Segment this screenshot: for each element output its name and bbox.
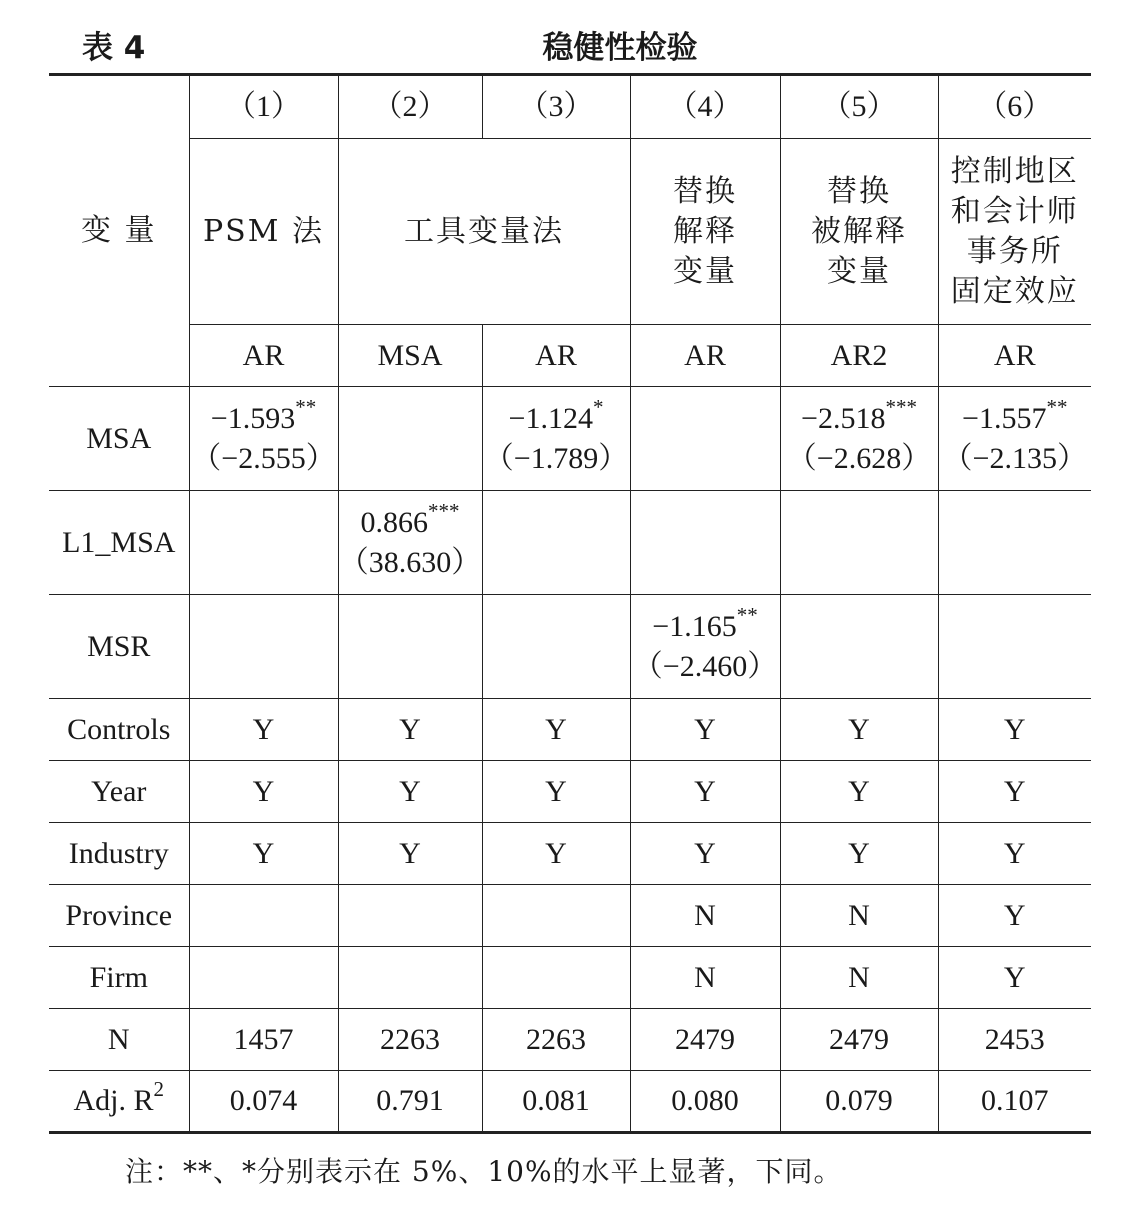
table-row	[49, 761, 1091, 823]
empty-cell	[338, 595, 482, 699]
variable-header: 变 量	[49, 75, 189, 387]
table-cell: Y	[482, 761, 630, 823]
row-label: Industry	[49, 823, 189, 885]
robustness-table	[49, 73, 1091, 1134]
table-cell	[482, 885, 630, 947]
table-cell: 0.080	[630, 1071, 780, 1133]
significance-stars: **	[1046, 394, 1068, 419]
table-cell: Y	[189, 699, 338, 761]
coef-cell	[938, 387, 1091, 491]
dependent-variable: AR	[938, 325, 1091, 387]
empty-cell	[482, 595, 630, 699]
table-cell: 1457	[189, 1009, 338, 1071]
row-label: Year	[49, 761, 189, 823]
table-cell: 2453	[938, 1009, 1091, 1071]
empty-cell	[338, 387, 482, 491]
table-row	[49, 491, 1091, 595]
table-cell: Y	[938, 699, 1091, 761]
table-cell: Y	[338, 699, 482, 761]
significance-stars: **	[295, 394, 317, 419]
coef-cell	[482, 387, 630, 491]
coefficient: −1.557	[962, 401, 1047, 435]
table-row	[49, 387, 1091, 491]
table-cell: 2479	[630, 1009, 780, 1071]
significance-stars: ***	[428, 498, 460, 523]
row-label: Adj. $R^2$	[49, 1071, 189, 1133]
significance-stars: *	[592, 394, 604, 419]
method-replace-dependent: 替换 被解释 变量	[780, 139, 938, 325]
row-label: Province	[49, 885, 189, 947]
coef-cell	[780, 387, 938, 491]
table-cell: N	[780, 947, 938, 1009]
table-cell: 2263	[482, 1009, 630, 1071]
method-replace-explanatory: 替换 解释 变量	[630, 139, 780, 325]
table-cell	[189, 947, 338, 1009]
table-cell: 2479	[780, 1009, 938, 1071]
col-number: （5）	[780, 75, 938, 139]
coef-cell	[630, 595, 780, 699]
table-cell	[189, 885, 338, 947]
coefficient: −1.593	[210, 401, 296, 435]
table-row	[49, 595, 1091, 699]
table-cell: Y	[630, 761, 780, 823]
significance-stars: ***	[885, 394, 917, 419]
table-row	[49, 947, 1091, 1009]
empty-cell	[780, 491, 938, 595]
table-cell: Y	[189, 823, 338, 885]
row-label: MSR	[49, 595, 189, 699]
table-cell: Y	[938, 761, 1091, 823]
t-statistic: （−1.789）	[483, 441, 629, 475]
significance-stars: **	[736, 602, 758, 627]
table-row	[49, 823, 1091, 885]
row-label: N	[49, 1009, 189, 1071]
col-number: （2）	[338, 75, 482, 139]
t-statistic: （−2.460）	[632, 649, 778, 683]
table-cell: 0.079	[780, 1071, 938, 1133]
empty-cell	[938, 595, 1091, 699]
table-cell: Y	[630, 699, 780, 761]
col-number: （3）	[482, 75, 630, 139]
dependent-variable: AR	[189, 325, 338, 387]
empty-cell	[189, 491, 338, 595]
dependent-variable: AR	[630, 325, 780, 387]
table-row	[49, 885, 1091, 947]
empty-cell	[630, 387, 780, 491]
coef-cell	[189, 387, 338, 491]
table-cell: N	[630, 947, 780, 1009]
method-fixed-effects: 控制地区 和会计师 事务所 固定效应	[938, 139, 1091, 325]
table-cell	[482, 947, 630, 1009]
coefficient: 0.866	[360, 505, 428, 539]
table-cell: 2263	[338, 1009, 482, 1071]
table-cell: N	[630, 885, 780, 947]
empty-cell	[189, 595, 338, 699]
table-cell: 0.074	[189, 1071, 338, 1133]
t-statistic: （−2.628）	[786, 441, 932, 475]
empty-cell	[780, 595, 938, 699]
table-cell: Y	[482, 823, 630, 885]
row-label: Controls	[49, 699, 189, 761]
table-cell: Y	[338, 823, 482, 885]
table-cell: Y	[938, 823, 1091, 885]
table-cell: 0.791	[338, 1071, 482, 1133]
col-number: （4）	[630, 75, 780, 139]
table-row	[49, 1071, 1091, 1133]
table-cell	[338, 947, 482, 1009]
col-number: （6）	[938, 75, 1091, 139]
dependent-variable: AR2	[780, 325, 938, 387]
table-cell: Y	[482, 699, 630, 761]
t-statistic: （−2.135）	[942, 441, 1087, 475]
empty-cell	[938, 491, 1091, 595]
table-cell: 0.107	[938, 1071, 1091, 1133]
table-cell: Y	[780, 761, 938, 823]
table-cell: Y	[630, 823, 780, 885]
row-label: Firm	[49, 947, 189, 1009]
method-iv: 工具变量法	[338, 139, 630, 325]
table-title: 稳健性检验	[542, 30, 698, 66]
table-cell: Y	[189, 761, 338, 823]
table-cell: Y	[938, 885, 1091, 947]
empty-cell	[482, 491, 630, 595]
table-row	[49, 699, 1091, 761]
table-cell: Y	[938, 947, 1091, 1009]
coefficient: −2.518	[801, 401, 886, 435]
table-row	[49, 1009, 1091, 1071]
table-cell: 0.081	[482, 1071, 630, 1133]
coefficient: −1.124	[508, 401, 593, 435]
table-note: 注：**、*分别表示在 5%、10%的水平上显著，下同。	[125, 1155, 843, 1188]
table-cell: Y	[780, 823, 938, 885]
table-cell: N	[780, 885, 938, 947]
dependent-variable: MSA	[338, 325, 482, 387]
table-label: 表 4	[82, 30, 146, 66]
col-number: （1）	[189, 75, 338, 139]
t-statistic: （38.630）	[338, 545, 482, 579]
table-cell: Y	[780, 699, 938, 761]
dependent-variable: AR	[482, 325, 630, 387]
coef-cell	[338, 491, 482, 595]
row-label: MSA	[49, 387, 189, 491]
t-statistic: （−2.555）	[191, 441, 336, 475]
coefficient: −1.165	[652, 609, 737, 643]
empty-cell	[630, 491, 780, 595]
row-label: L1_MSA	[49, 491, 189, 595]
table-cell: Y	[338, 761, 482, 823]
method-psm: PSM 法	[189, 139, 338, 325]
table-cell	[338, 885, 482, 947]
